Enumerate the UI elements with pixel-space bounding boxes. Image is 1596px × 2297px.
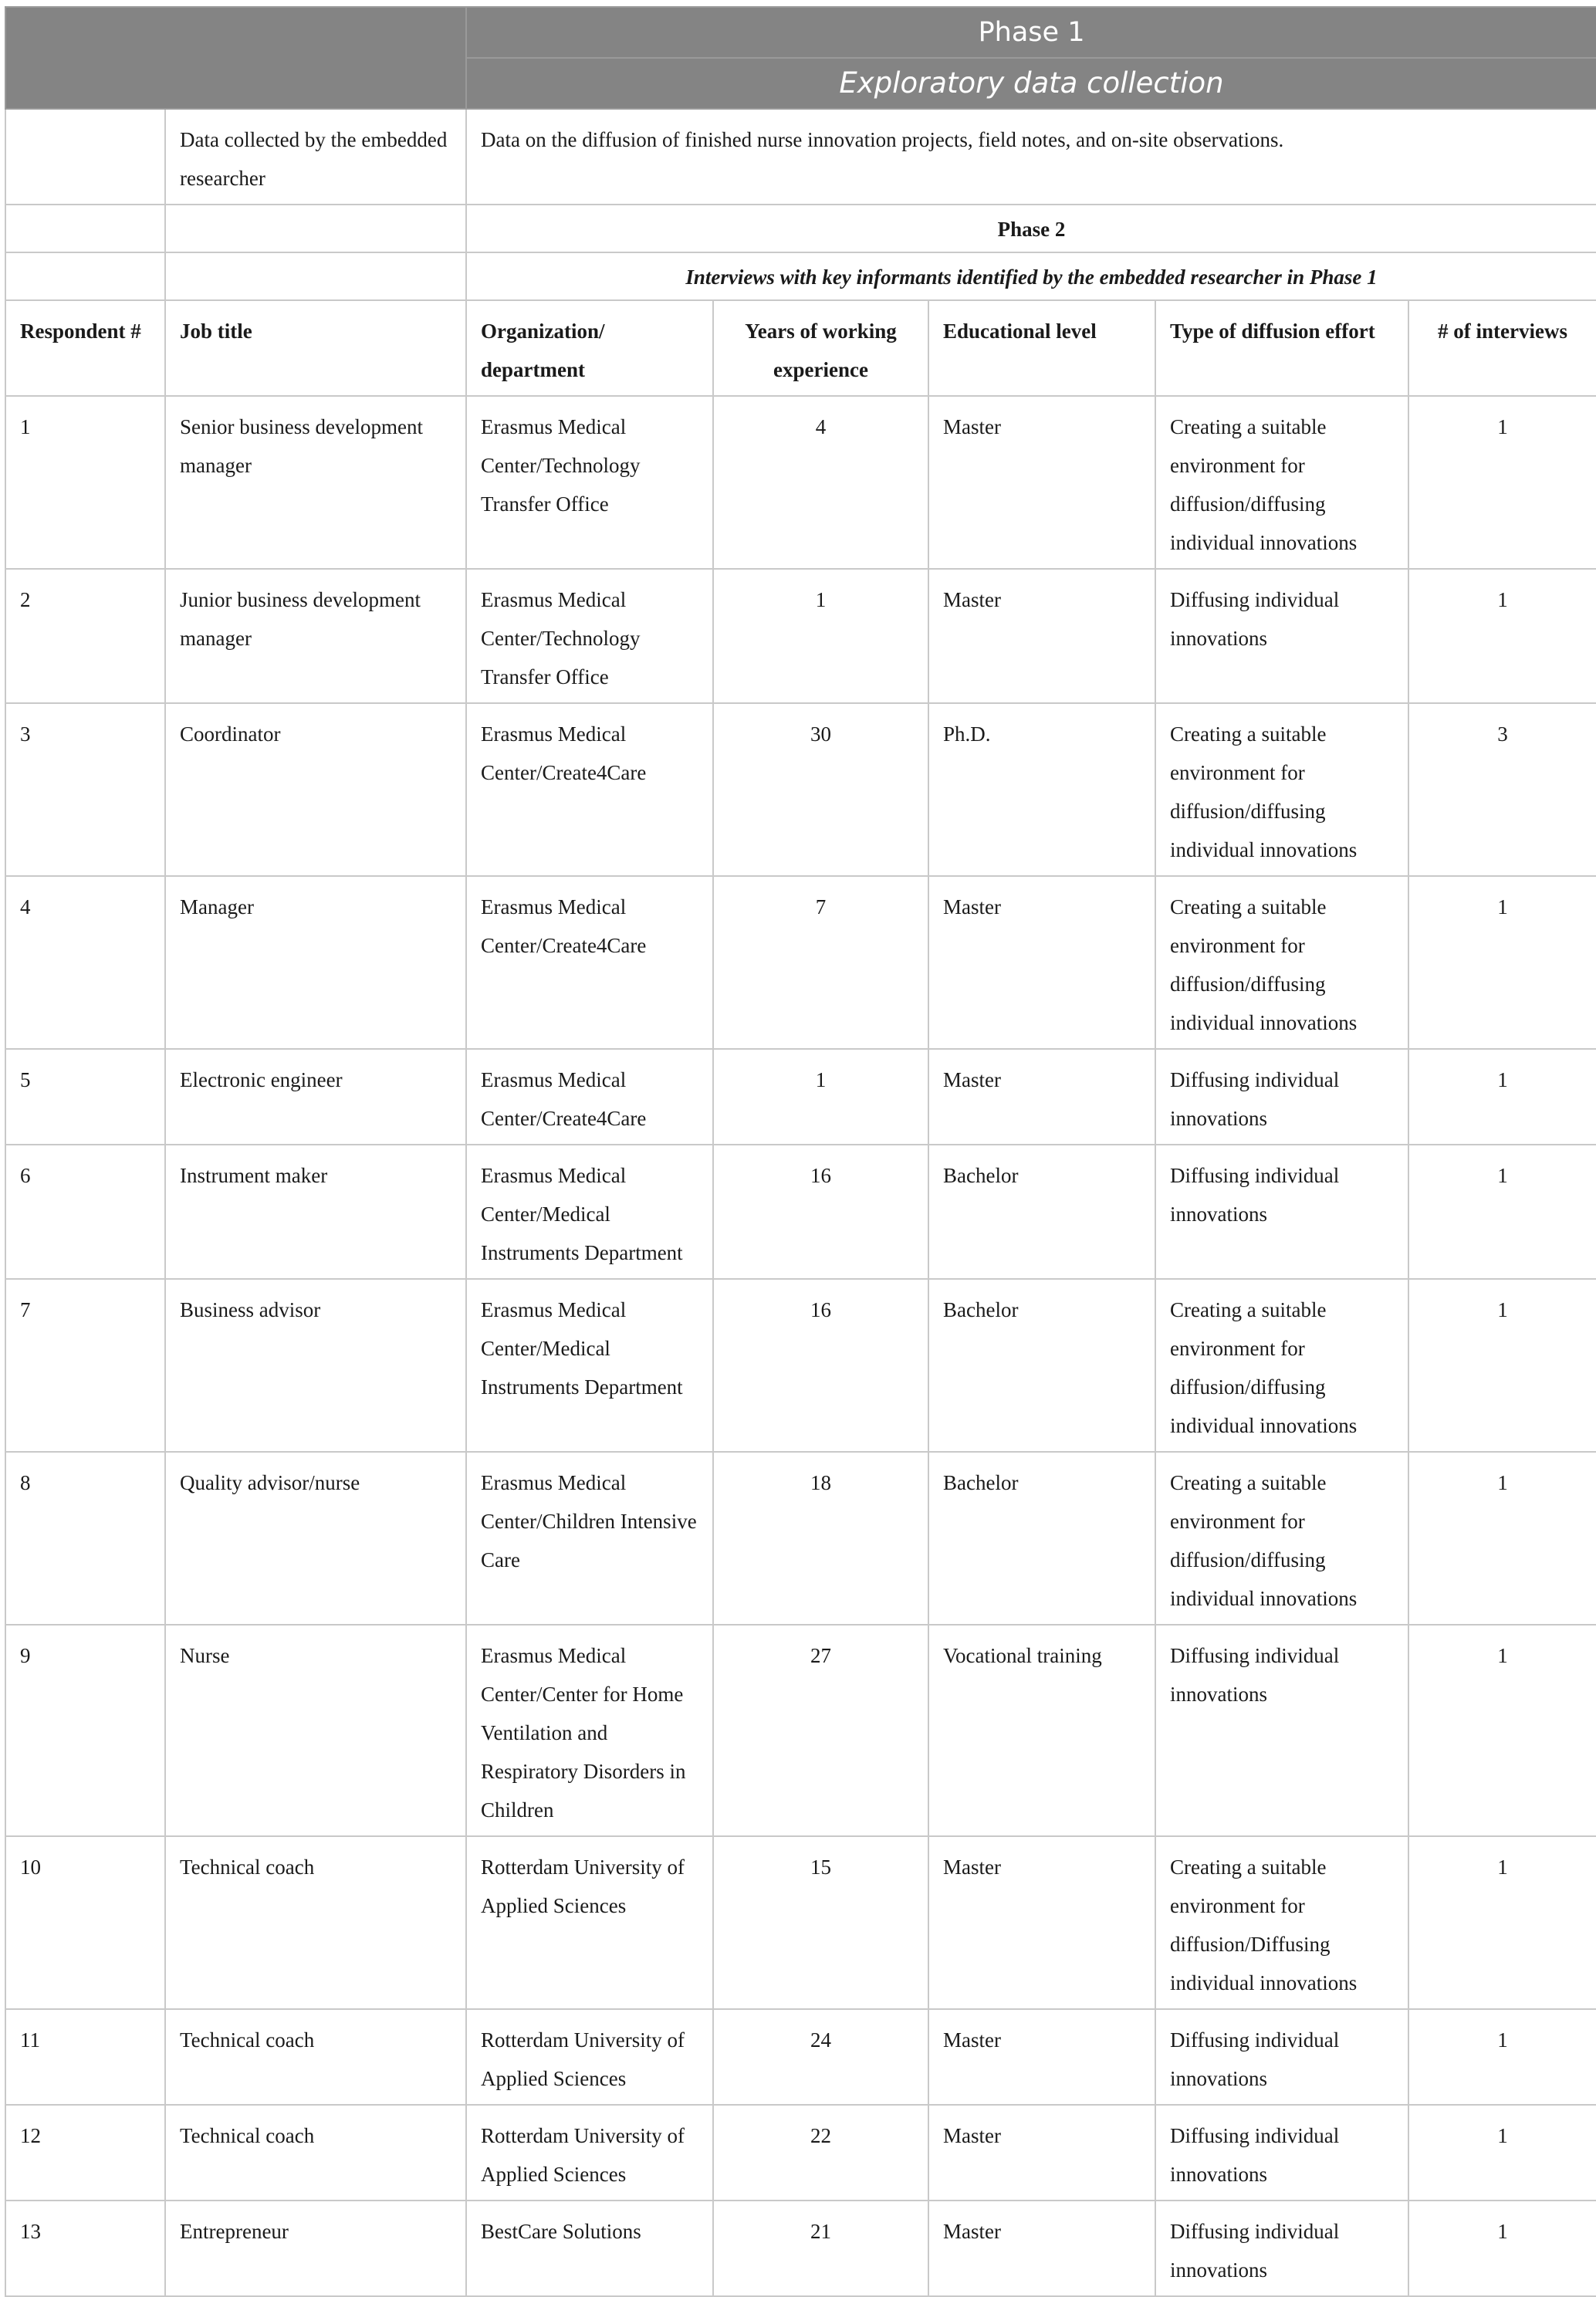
table-row xyxy=(5,2009,1596,2105)
cell-job-title: Manager xyxy=(165,876,466,1049)
cell-years: 4 xyxy=(713,396,928,569)
column-header-row xyxy=(5,300,1596,396)
cell-respondent: 8 xyxy=(5,1452,165,1625)
cell-education: Master xyxy=(928,396,1155,569)
cell-diffusion: Creating a suitable environment for diffusion/diffusing individual innovations xyxy=(1155,703,1408,876)
cell-job-title: Instrument maker xyxy=(165,1145,466,1279)
cell-respondent: 5 xyxy=(5,1049,165,1145)
cell-education: Bachelor xyxy=(928,1452,1155,1625)
col-diffusion: Type of diffusion effort xyxy=(1155,300,1408,396)
phase2-subtitle-row xyxy=(5,252,1596,300)
table-row xyxy=(5,1625,1596,1836)
cell-interviews: 1 xyxy=(1408,1625,1596,1836)
cell-diffusion: Diffusing individual innovations xyxy=(1155,569,1408,703)
cell-job-title: Nurse xyxy=(165,1625,466,1836)
cell-respondent: 6 xyxy=(5,1145,165,1279)
cell-respondent: 10 xyxy=(5,1836,165,2009)
cell-respondent: 11 xyxy=(5,2009,165,2105)
empty-cell xyxy=(165,205,466,252)
cell-years: 30 xyxy=(713,703,928,876)
cell-respondent: 7 xyxy=(5,1279,165,1452)
cell-education: Master xyxy=(928,2009,1155,2105)
col-education: Educational level xyxy=(928,300,1155,396)
cell-respondent: 1 xyxy=(5,396,165,569)
phase1-subtitle: Exploratory data collection xyxy=(466,58,1596,109)
table-row xyxy=(5,569,1596,703)
cell-diffusion: Diffusing individual innovations xyxy=(1155,2105,1408,2201)
cell-education: Bachelor xyxy=(928,1279,1155,1452)
cell-years: 24 xyxy=(713,2009,928,2105)
cell-job-title: Technical coach xyxy=(165,2009,466,2105)
cell-interviews: 1 xyxy=(1408,2201,1596,2296)
cell-organization: Rotterdam University of Applied Sciences xyxy=(466,2009,713,2105)
cell-years: 1 xyxy=(713,569,928,703)
cell-respondent: 12 xyxy=(5,2105,165,2201)
phase1-row-text: Data on the diffusion of finished nurse innovation projects, field notes, and on-site observations. xyxy=(466,109,1596,205)
phase1-header-row xyxy=(5,7,1596,58)
cell-interviews: 1 xyxy=(1408,876,1596,1049)
cell-years: 18 xyxy=(713,1452,928,1625)
phase1-title: Phase 1 xyxy=(466,7,1596,58)
table-row xyxy=(5,1452,1596,1625)
cell-diffusion: Diffusing individual innovations xyxy=(1155,1049,1408,1145)
cell-education: Master xyxy=(928,1836,1155,2009)
cell-interviews: 1 xyxy=(1408,396,1596,569)
cell-years: 16 xyxy=(713,1145,928,1279)
cell-respondent: 9 xyxy=(5,1625,165,1836)
cell-organization: Erasmus Medical Center/Medical Instruments Department xyxy=(466,1145,713,1279)
col-organization: Organization/ department xyxy=(466,300,713,396)
phase2-subtitle: Interviews with key informants identified by the embedded researcher in Phase 1 xyxy=(466,252,1596,300)
table-row xyxy=(5,396,1596,569)
cell-years: 27 xyxy=(713,1625,928,1836)
phase1-data-row xyxy=(5,109,1596,205)
cell-diffusion: Diffusing individual innovations xyxy=(1155,2201,1408,2296)
col-respondent: Respondent # xyxy=(5,300,165,396)
cell-years: 15 xyxy=(713,1836,928,2009)
table-row xyxy=(5,2105,1596,2201)
cell-interviews: 1 xyxy=(1408,1279,1596,1452)
empty-cell xyxy=(165,252,466,300)
cell-diffusion: Diffusing individual innovations xyxy=(1155,1145,1408,1279)
cell-respondent: 13 xyxy=(5,2201,165,2296)
empty-cell xyxy=(5,109,165,205)
cell-job-title: Technical coach xyxy=(165,2105,466,2201)
cell-respondent: 3 xyxy=(5,703,165,876)
cell-organization: Erasmus Medical Center/Create4Care xyxy=(466,1049,713,1145)
cell-years: 16 xyxy=(713,1279,928,1452)
phase2-title: Phase 2 xyxy=(466,205,1596,252)
cell-organization: Erasmus Medical Center/Technology Transfer Office xyxy=(466,569,713,703)
cell-job-title: Electronic engineer xyxy=(165,1049,466,1145)
cell-education: Ph.D. xyxy=(928,703,1155,876)
cell-years: 21 xyxy=(713,2201,928,2296)
cell-education: Master xyxy=(928,569,1155,703)
table-row xyxy=(5,1049,1596,1145)
cell-respondent: 2 xyxy=(5,569,165,703)
cell-interviews: 3 xyxy=(1408,703,1596,876)
cell-interviews: 1 xyxy=(1408,1836,1596,2009)
cell-education: Master xyxy=(928,876,1155,1049)
cell-interviews: 1 xyxy=(1408,1452,1596,1625)
cell-interviews: 1 xyxy=(1408,1145,1596,1279)
cell-interviews: 1 xyxy=(1408,1049,1596,1145)
table-row xyxy=(5,1836,1596,2009)
cell-education: Bachelor xyxy=(928,1145,1155,1279)
cell-organization: Rotterdam University of Applied Sciences xyxy=(466,1836,713,2009)
cell-interviews: 1 xyxy=(1408,2009,1596,2105)
cell-years: 22 xyxy=(713,2105,928,2201)
cell-organization: Erasmus Medical Center/Create4Care xyxy=(466,703,713,876)
table-row xyxy=(5,2201,1596,2296)
cell-diffusion: Diffusing individual innovations xyxy=(1155,2009,1408,2105)
cell-job-title: Junior business development manager xyxy=(165,569,466,703)
table-row xyxy=(5,876,1596,1049)
cell-education: Master xyxy=(928,2201,1155,2296)
table-row xyxy=(5,703,1596,876)
cell-interviews: 1 xyxy=(1408,2105,1596,2201)
header-blank-cell xyxy=(5,7,466,109)
cell-diffusion: Creating a suitable environment for diffusion/Diffusing individual innovations xyxy=(1155,1836,1408,2009)
cell-job-title: Technical coach xyxy=(165,1836,466,2009)
empty-cell xyxy=(5,252,165,300)
cell-diffusion: Diffusing individual innovations xyxy=(1155,1625,1408,1836)
cell-diffusion: Creating a suitable environment for diffusion/diffusing individual innovations xyxy=(1155,1452,1408,1625)
col-years: Years of working experience xyxy=(713,300,928,396)
cell-respondent: 4 xyxy=(5,876,165,1049)
col-interviews: # of interviews xyxy=(1408,300,1596,396)
empty-cell xyxy=(5,205,165,252)
table-row xyxy=(5,1279,1596,1452)
col-job-title: Job title xyxy=(165,300,466,396)
cell-organization: Rotterdam University of Applied Sciences xyxy=(466,2105,713,2201)
cell-education: Vocational training xyxy=(928,1625,1155,1836)
cell-job-title: Entrepreneur xyxy=(165,2201,466,2296)
cell-organization: BestCare Solutions xyxy=(466,2201,713,2296)
cell-job-title: Senior business development manager xyxy=(165,396,466,569)
cell-education: Master xyxy=(928,2105,1155,2201)
cell-job-title: Business advisor xyxy=(165,1279,466,1452)
cell-job-title: Quality advisor/nurse xyxy=(165,1452,466,1625)
table-row xyxy=(5,1145,1596,1279)
phase2-title-row xyxy=(5,205,1596,252)
cell-interviews: 1 xyxy=(1408,569,1596,703)
cell-job-title: Coordinator xyxy=(165,703,466,876)
phase1-row-label: Data collected by the embedded researcher xyxy=(165,109,466,205)
cell-diffusion: Creating a suitable environment for diffusion/diffusing individual innovations xyxy=(1155,876,1408,1049)
cell-years: 7 xyxy=(713,876,928,1049)
cell-diffusion: Creating a suitable environment for diffusion/diffusing individual innovations xyxy=(1155,1279,1408,1452)
table-container xyxy=(5,6,1596,2297)
cell-organization: Erasmus Medical Center/Center for Home Ventilation and Respiratory Disorders in Children xyxy=(466,1625,713,1836)
cell-organization: Erasmus Medical Center/Medical Instruments Department xyxy=(466,1279,713,1452)
cell-diffusion: Creating a suitable environment for diffusion/diffusing individual innovations xyxy=(1155,396,1408,569)
cell-organization: Erasmus Medical Center/Children Intensive Care xyxy=(466,1452,713,1625)
respondents-table xyxy=(5,6,1596,2297)
cell-years: 1 xyxy=(713,1049,928,1145)
cell-organization: Erasmus Medical Center/Technology Transfer Office xyxy=(466,396,713,569)
cell-organization: Erasmus Medical Center/Create4Care xyxy=(466,876,713,1049)
cell-education: Master xyxy=(928,1049,1155,1145)
